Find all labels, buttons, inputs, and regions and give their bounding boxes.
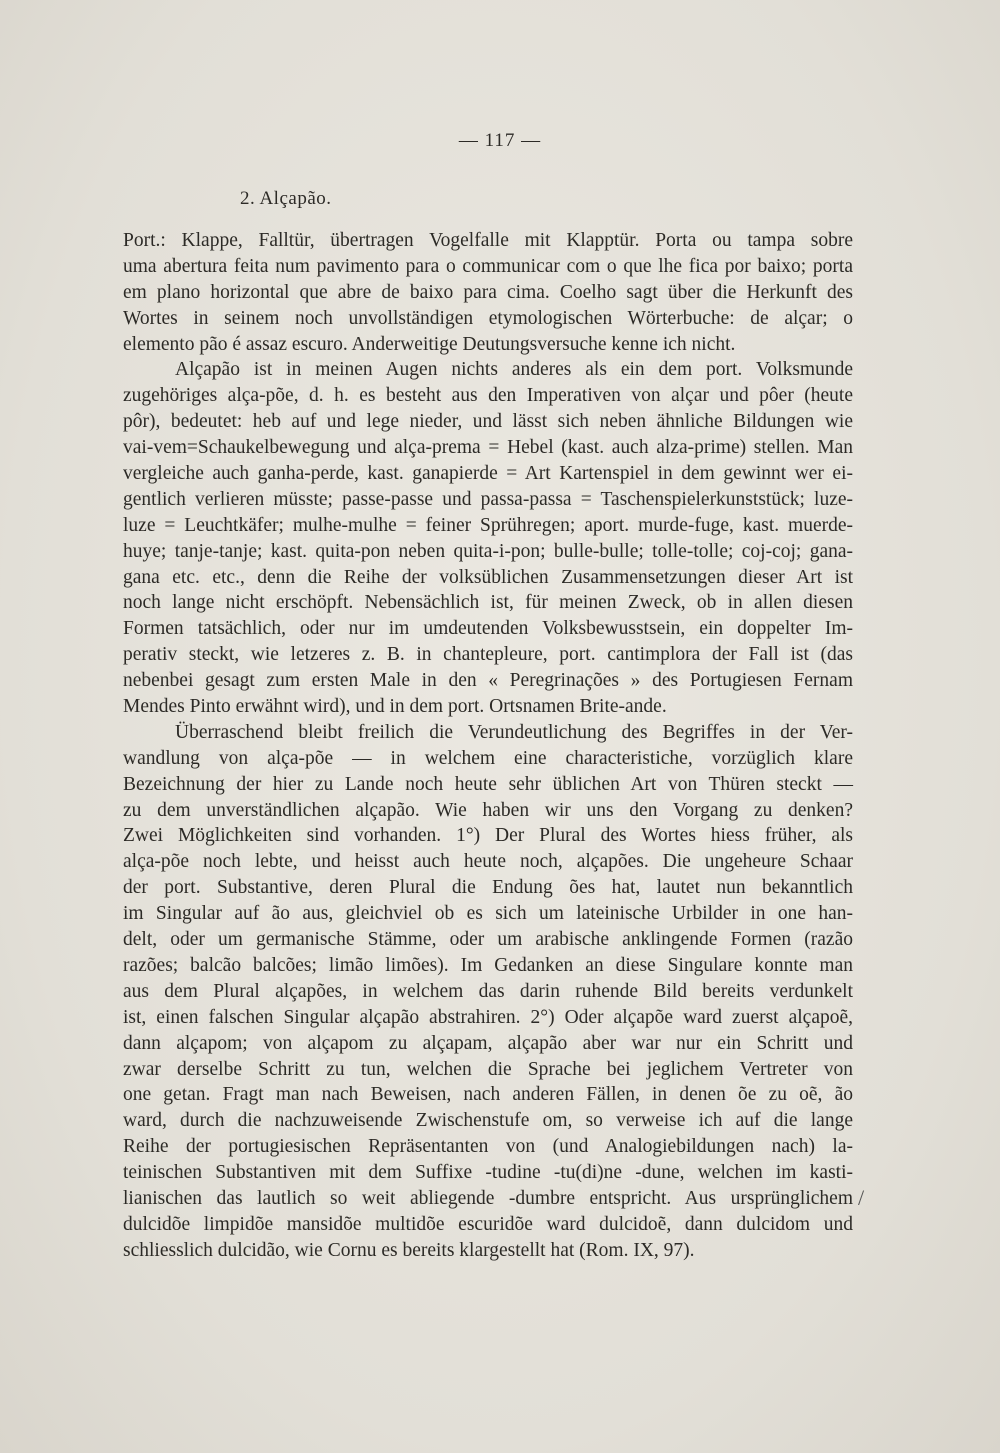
text-line: nebenbei gesagt zum ersten Male in den « Peregrinações » des Portugiesen Fernam (123, 670, 853, 692)
text-line: Überraschend bleibt freilich die Verundeutlichung des Begriffes in der Ver- (175, 721, 853, 743)
text-line: uma abertura feita num pavimento para o communicar com o que lhe fica por baixo; porta (123, 255, 853, 277)
text-line: noch lange nicht erschöpft. Nebensächlich ist, für meinen Zweck, ob in allen diesen (123, 592, 853, 614)
text-line: schliesslich dulcidão, wie Cornu es bereits klargestellt hat (Rom. IX, 97). (123, 1239, 695, 1261)
text-line: Formen tatsächlich, oder nur im umdeutenden Volksbewusstsein, ein doppelter Im- (123, 618, 853, 640)
text-line: ist, einen falschen Singular alçapão abstrahiren. 2°) Oder alçapõe ward zuerst alçapoẽ, (123, 1006, 853, 1028)
text-line: alça-põe noch lebte, und heisst auch heute noch, alçapões. Die ungeheure Schaar (123, 851, 853, 873)
text-line: delt, oder um germanische Stämme, oder um arabische anklingende Formen (razão (123, 929, 853, 951)
text-line: aus dem Plural alçapões, in welchem das darin ruhende Bild bereits verdunkelt (123, 980, 853, 1002)
text-line: pôr), bedeutet: heb auf und lege nieder, und lässt sich neben ähnliche Bildungen wie (123, 411, 853, 433)
text-line: razões; balcão balcões; limão limões). Im Gedanken an diese Singulare konnte man (123, 954, 853, 976)
text-line: ward, durch die nachzuweisende Zwischenstufe om, so verweise ich auf die lange (123, 1110, 853, 1132)
text-line: vergleiche auch ganha-perde, kast. ganapierde = Art Kartenspiel in dem gewinnt wer ei- (123, 463, 853, 485)
text-line: zu dem unverständlichen alçapão. Wie haben wir uns den Vorgang zu denken? (123, 799, 853, 821)
text-line: dulcidõe limpidõe mansidõe multidõe escuridõe ward dulcidoẽ, dann dulcidom und (123, 1213, 853, 1235)
text-line: Alçapão ist in meinen Augen nichts anderes als ein dem port. Volksmunde (175, 359, 853, 381)
page-number: — 117 — (458, 130, 542, 151)
text-line: perativ steckt, wie letzeres z. B. in chantepleure, port. cantimplora der Fall ist (das (123, 644, 853, 666)
section-heading: 2. Alçapão. (240, 188, 332, 209)
text-line: teinischen Substantiven mit dem Suffixe -tudine -tu(di)ne -dune, welchen im kasti- (123, 1162, 853, 1184)
text-line: lianischen das lautlich so weit abliegende -dumbre entspricht. Aus ursprünglichem (123, 1187, 853, 1209)
text-line: vai-vem=Schaukelbewegung und alça-prema = Hebel (kast. auch alza-prime) stellen. Man (123, 437, 853, 459)
text-line: gana etc. etc., denn die Reihe der volksüblichen Zusammensetzungen dieser Art ist (123, 566, 853, 588)
text-line: Mendes Pinto erwähnt wird), und in dem port. Ortsnamen Brite-ande. (123, 696, 667, 718)
text-line: Wortes in seinem noch unvollständigen etymologischen Wörterbuche: de alçar; o (123, 307, 853, 329)
text-line: zugehöriges alça-põe, d. h. es besteht aus den Imperativen von alçar und pôer (heute (123, 385, 853, 407)
text-line: dann alçapom; von alçapom zu alçapam, alçapão aber war nur ein Schritt und (123, 1032, 853, 1054)
text-line: Bezeichnung der hier zu Lande noch heute sehr üblichen Art von Thüren steckt — (123, 773, 853, 795)
text-line: one getan. Fragt man nach Beweisen, nach anderen Fällen, in denen õe zu oẽ, ão (123, 1084, 853, 1106)
text-line: huye; tanje-tanje; kast. quita-pon neben quita-i-pon; bulle-bulle; tolle-tolle; coj-coj; gana- (123, 540, 853, 562)
body-text (123, 228, 853, 1264)
margin-annotation: / (858, 1185, 865, 1210)
text-line: im Singular auf ão aus, gleichviel ob es sich um lateinische Urbilder in one han- (123, 903, 853, 925)
text-line: gentlich verlieren müsste; passe-passe und passa-passa = Taschenspielerkunststück; luze- (123, 488, 853, 510)
text-line: zwar derselbe Schritt zu tun, welchen die Sprache bei jeglichem Vertreter von (123, 1058, 853, 1080)
text-line: elemento pão é assaz escuro. Anderweitige Deutungsversuche kenne ich nicht. (123, 333, 736, 355)
text-line: luze = Leuchtkäfer; mulhe-mulhe = feiner Sprühregen; aport. murde-fuge, kast. muerde- (123, 514, 853, 536)
text-line: Reihe der portugiesischen Repräsentanten von (und Analogiebildungen nach) la- (123, 1136, 853, 1158)
text-line: wandlung von alça-põe — in welchem eine characteristiche, vorzüglich klare (123, 747, 853, 769)
text-line: em plano horizontal que abre de baixo para cima. Coelho sagt über die Herkunft des (123, 281, 853, 303)
text-line: der port. Substantive, deren Plural die Endung ões hat, lautet nun bekanntlich (123, 877, 853, 899)
text-line: Port.: Klappe, Falltür, übertragen Vogelfalle mit Klapptür. Porta ou tampa sobre (123, 230, 853, 251)
text-line: Zwei Möglichkeiten sind vorhanden. 1°) Der Plural des Wortes hiess früher, als (123, 825, 853, 847)
